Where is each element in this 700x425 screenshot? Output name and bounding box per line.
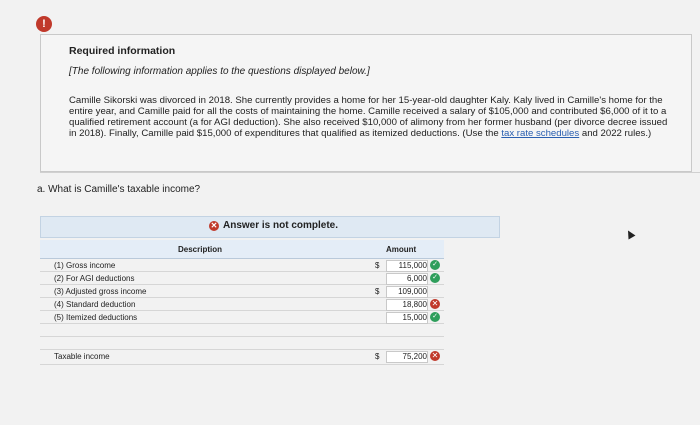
row-description: (5) Itemized deductions bbox=[54, 313, 138, 322]
taxable-income-label: Taxable income bbox=[54, 352, 110, 361]
amount-input[interactable]: 15,000 bbox=[386, 312, 428, 324]
description-header: Description bbox=[178, 245, 223, 254]
question-text: a. What is Camille's taxable income? bbox=[37, 184, 201, 195]
table-header bbox=[40, 240, 444, 259]
table-row bbox=[40, 285, 444, 298]
divider bbox=[40, 172, 700, 173]
info-title: Required information bbox=[69, 45, 176, 57]
row-description: (1) Gross income bbox=[54, 261, 116, 270]
table-row bbox=[40, 272, 444, 285]
row-description: (4) Standard deduction bbox=[54, 300, 136, 309]
answer-status bbox=[209, 220, 338, 231]
incorrect-icon: ✕ bbox=[431, 299, 439, 308]
table-row-taxable-income bbox=[40, 350, 444, 365]
dollar-sign: $ bbox=[375, 352, 380, 361]
dollar-sign: $ bbox=[375, 287, 380, 296]
table-row bbox=[40, 298, 444, 311]
table-spacer-row bbox=[40, 324, 444, 337]
alert-icon: ! bbox=[36, 16, 52, 32]
table-row bbox=[40, 311, 444, 324]
correct-icon: ✓ bbox=[430, 273, 440, 283]
info-subtitle: [The following information applies to the questions displayed below.] bbox=[69, 66, 370, 77]
amount-input[interactable]: 109,000 bbox=[386, 286, 428, 298]
correct-icon: ✓ bbox=[430, 260, 440, 270]
row-description: (2) For AGI deductions bbox=[54, 274, 135, 283]
info-body bbox=[69, 95, 669, 139]
amount-input[interactable]: 6,000 bbox=[386, 273, 428, 285]
scroll-edge-mark bbox=[0, 60, 3, 70]
correct-icon: ✓ bbox=[430, 312, 440, 322]
tax-rate-schedules-link[interactable]: tax rate schedules bbox=[501, 128, 580, 139]
info-body-text: Camille Sikorski was divorced in 2018. She currently provides a home for her 15-year-old daughter Kaly. Kaly lived in Camille's home for the entire year, and Camille paid for all the costs of maintaining the home. Camille received a salary of $105,000 and contributed $6,000 of it to a qualified retirement account (a for AGI deduction). She also received $10,000 of alimony from her former husband (per divorce decree issued in 2018). Finally, Camille paid $15,000 of expenditures that qualified as itemized deductions. (Use the bbox=[69, 95, 668, 139]
amount-header: Amount bbox=[386, 245, 417, 254]
amount-input[interactable]: 115,000 bbox=[386, 260, 428, 272]
dollar-sign: $ bbox=[375, 261, 380, 270]
incorrect-icon: ✕ bbox=[210, 220, 218, 230]
incorrect-icon: ✕ bbox=[431, 351, 439, 360]
taxable-income-input[interactable]: 75,200 bbox=[386, 351, 428, 363]
answer-status-text: Answer is not complete. bbox=[223, 220, 339, 231]
row-description: (3) Adjusted gross income bbox=[54, 287, 147, 296]
amount-input[interactable]: 18,800 bbox=[386, 299, 428, 311]
required-information-box bbox=[40, 34, 692, 172]
table-body bbox=[40, 259, 444, 324]
mouse-cursor-icon bbox=[625, 229, 636, 240]
answer-table bbox=[40, 240, 444, 365]
info-body-end: and 2022 rules.) bbox=[579, 128, 652, 139]
table-row bbox=[40, 259, 444, 272]
table-spacer-row bbox=[40, 337, 444, 350]
